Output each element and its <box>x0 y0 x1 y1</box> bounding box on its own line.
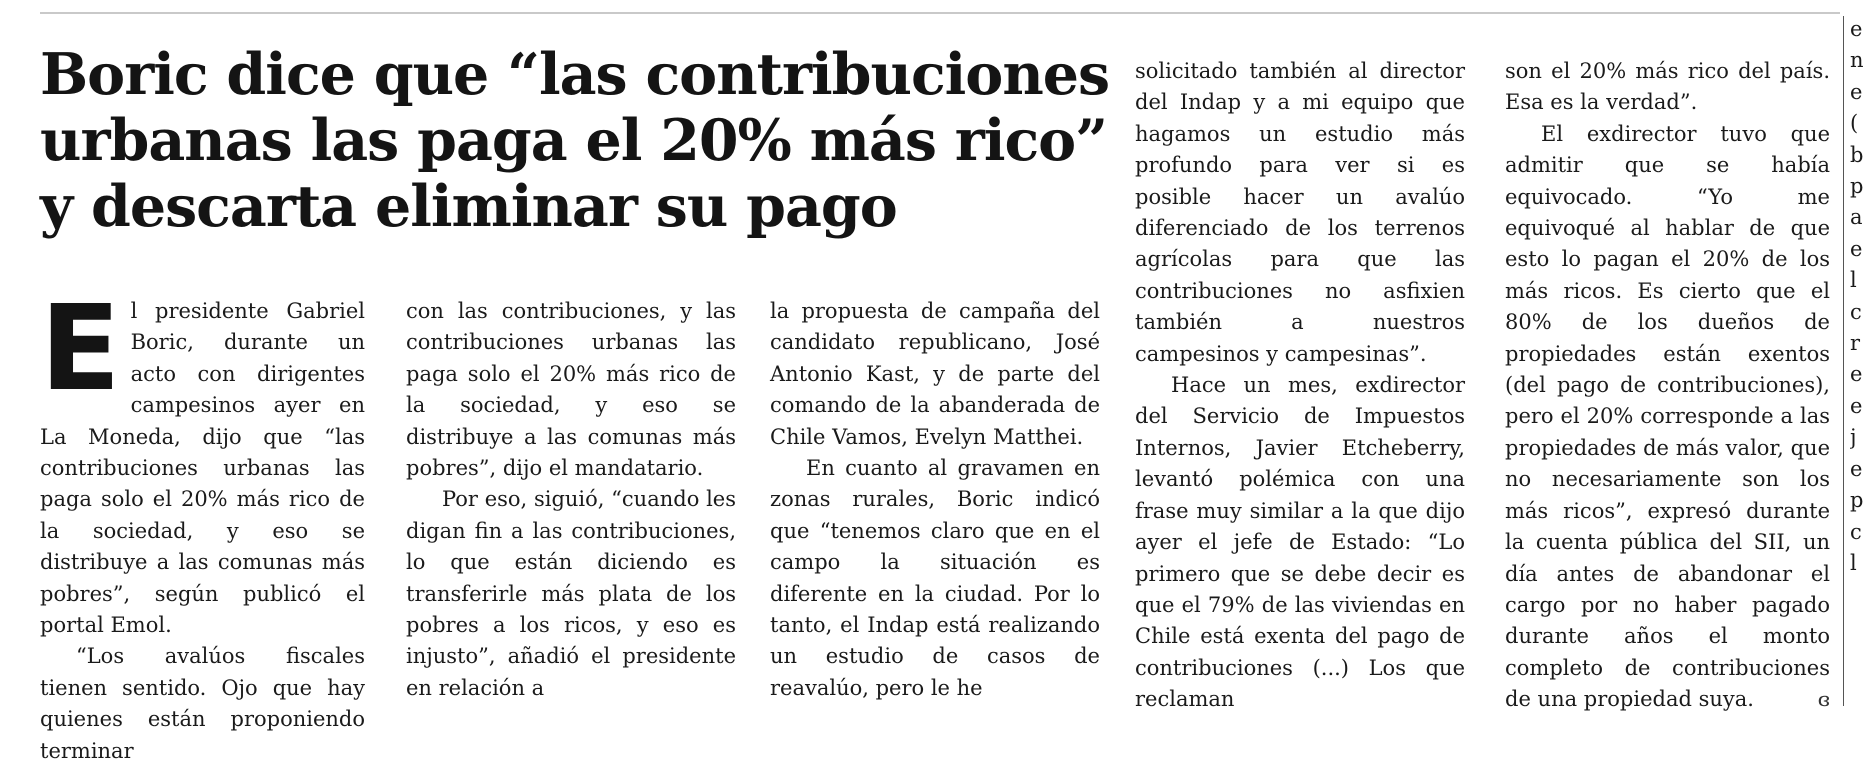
paragraph-text: El exdirector tuvo que admitir que se había equivocado. “Yo me equivoqué al hablar de que esto lo pagan el 20% de los más ricos. Es cierto que el 80% de los dueños de propiedades están exentos (del pago de contribuciones), pero el 20% corresponde a las propiedades de más valor, que no necesariamente son los más ricos”, expresó durante la cuenta pública del SII, un día antes de abandonar el cargo por no haber pagado durante años el monto completo de contribuciones de una propiedad suya. <box>1505 121 1830 712</box>
article-column-1 <box>40 279 365 767</box>
article-column-5 <box>1505 56 1830 716</box>
drop-cap: E <box>40 279 121 417</box>
edge-fragment: p <box>1850 174 1864 199</box>
paragraph: la propuesta de campaña del candidato republicano, José Antonio Kast, y de parte del comando de la abanderada de Chile Vamos, Evelyn Matthei. <box>770 299 1100 449</box>
paragraph-text: l presidente Gabriel Boric, durante un acto con dirigentes campesinos ayer en La Moneda, dijo que “las contribuciones urbanas las paga solo el 20% más rico de la sociedad, y eso se distribuye a las comunas más pobres”, según publicó el portal Emol. <box>40 299 365 638</box>
edge-fragment: e <box>1850 456 1863 481</box>
paragraph: “Los avalúos fiscales tienen sentido. Ojo que hay quienes están proponiendo terminar <box>40 644 365 763</box>
edge-fragment: e <box>1850 362 1863 387</box>
end-of-article-mark: ɞ <box>1817 687 1830 712</box>
edge-fragment: a <box>1850 205 1863 230</box>
edge-fragment: e <box>1850 393 1863 418</box>
edge-fragment: c <box>1850 519 1862 544</box>
edge-fragment: ( <box>1850 111 1859 136</box>
paragraph: son el 20% más rico del país. Esa es la verdad”. <box>1505 59 1830 115</box>
column-divider <box>1843 16 1844 706</box>
article-headline: Boric dice que “las contribuciones urbanas las paga el 20% más rico” y descarta eliminar su pago <box>40 41 1110 240</box>
edge-fragment: l <box>1850 550 1857 575</box>
edge-fragment: n <box>1850 48 1864 73</box>
edge-fragment: p <box>1850 488 1864 513</box>
article-column-4 <box>1135 56 1465 716</box>
article-column-3 <box>770 296 1100 704</box>
edge-fragment: b <box>1850 142 1864 167</box>
paragraph: solicitado también al director del Indap y a mi equipo que hagamos un estudio más profundo para ver si es posible hacer un avalúo diferenciado de los terrenos agrícolas para que las contribuciones no asfixien también a nuestros campesinos y campesinas”. <box>1135 59 1465 366</box>
edge-fragment: e <box>1850 79 1863 104</box>
edge-fragment: j <box>1850 425 1857 450</box>
paragraph: con las contribuciones, y las contribuciones urbanas las paga solo el 20% más rico de la sociedad, y eso se distribuye a las comunas más pobres”, dijo el mandatario. <box>406 299 736 481</box>
paragraph <box>1505 119 1830 716</box>
article-column-2 <box>406 296 736 704</box>
edge-fragment: l <box>1850 268 1857 293</box>
paragraph: Hace un mes, exdirector del Servicio de Impuestos Internos, Javier Etcheberry, levantó polémica con una frase muy similar a la que dijo ayer el jefe de Estado: “Lo primero que se debe decir es que el 79% de las viviendas en Chile está exenta del pago de contribuciones (...) Los que reclaman <box>1135 373 1465 712</box>
edge-fragment: e <box>1850 17 1863 41</box>
paragraph <box>40 279 365 641</box>
edge-fragment: r <box>1850 331 1861 356</box>
edge-fragment: c <box>1850 299 1862 324</box>
paragraph: En cuanto al gravamen en zonas rurales, Boric indicó que “tenemos claro que en el campo la situación es diferente en la ciudad. Por lo tanto, el Indap está realizando un estudio de casos de reavalúo, pero le he <box>770 456 1100 700</box>
paragraph: Por eso, siguió, “cuando les digan fin a las contribuciones, lo que están diciendo es transferirle más plata de los pobres a los ricos, y eso es injusto”, añadió el presidente en relación a <box>406 487 736 700</box>
edge-fragment: e <box>1850 236 1863 261</box>
top-rule <box>40 12 1840 14</box>
adjacent-article-edge <box>1850 14 1868 706</box>
